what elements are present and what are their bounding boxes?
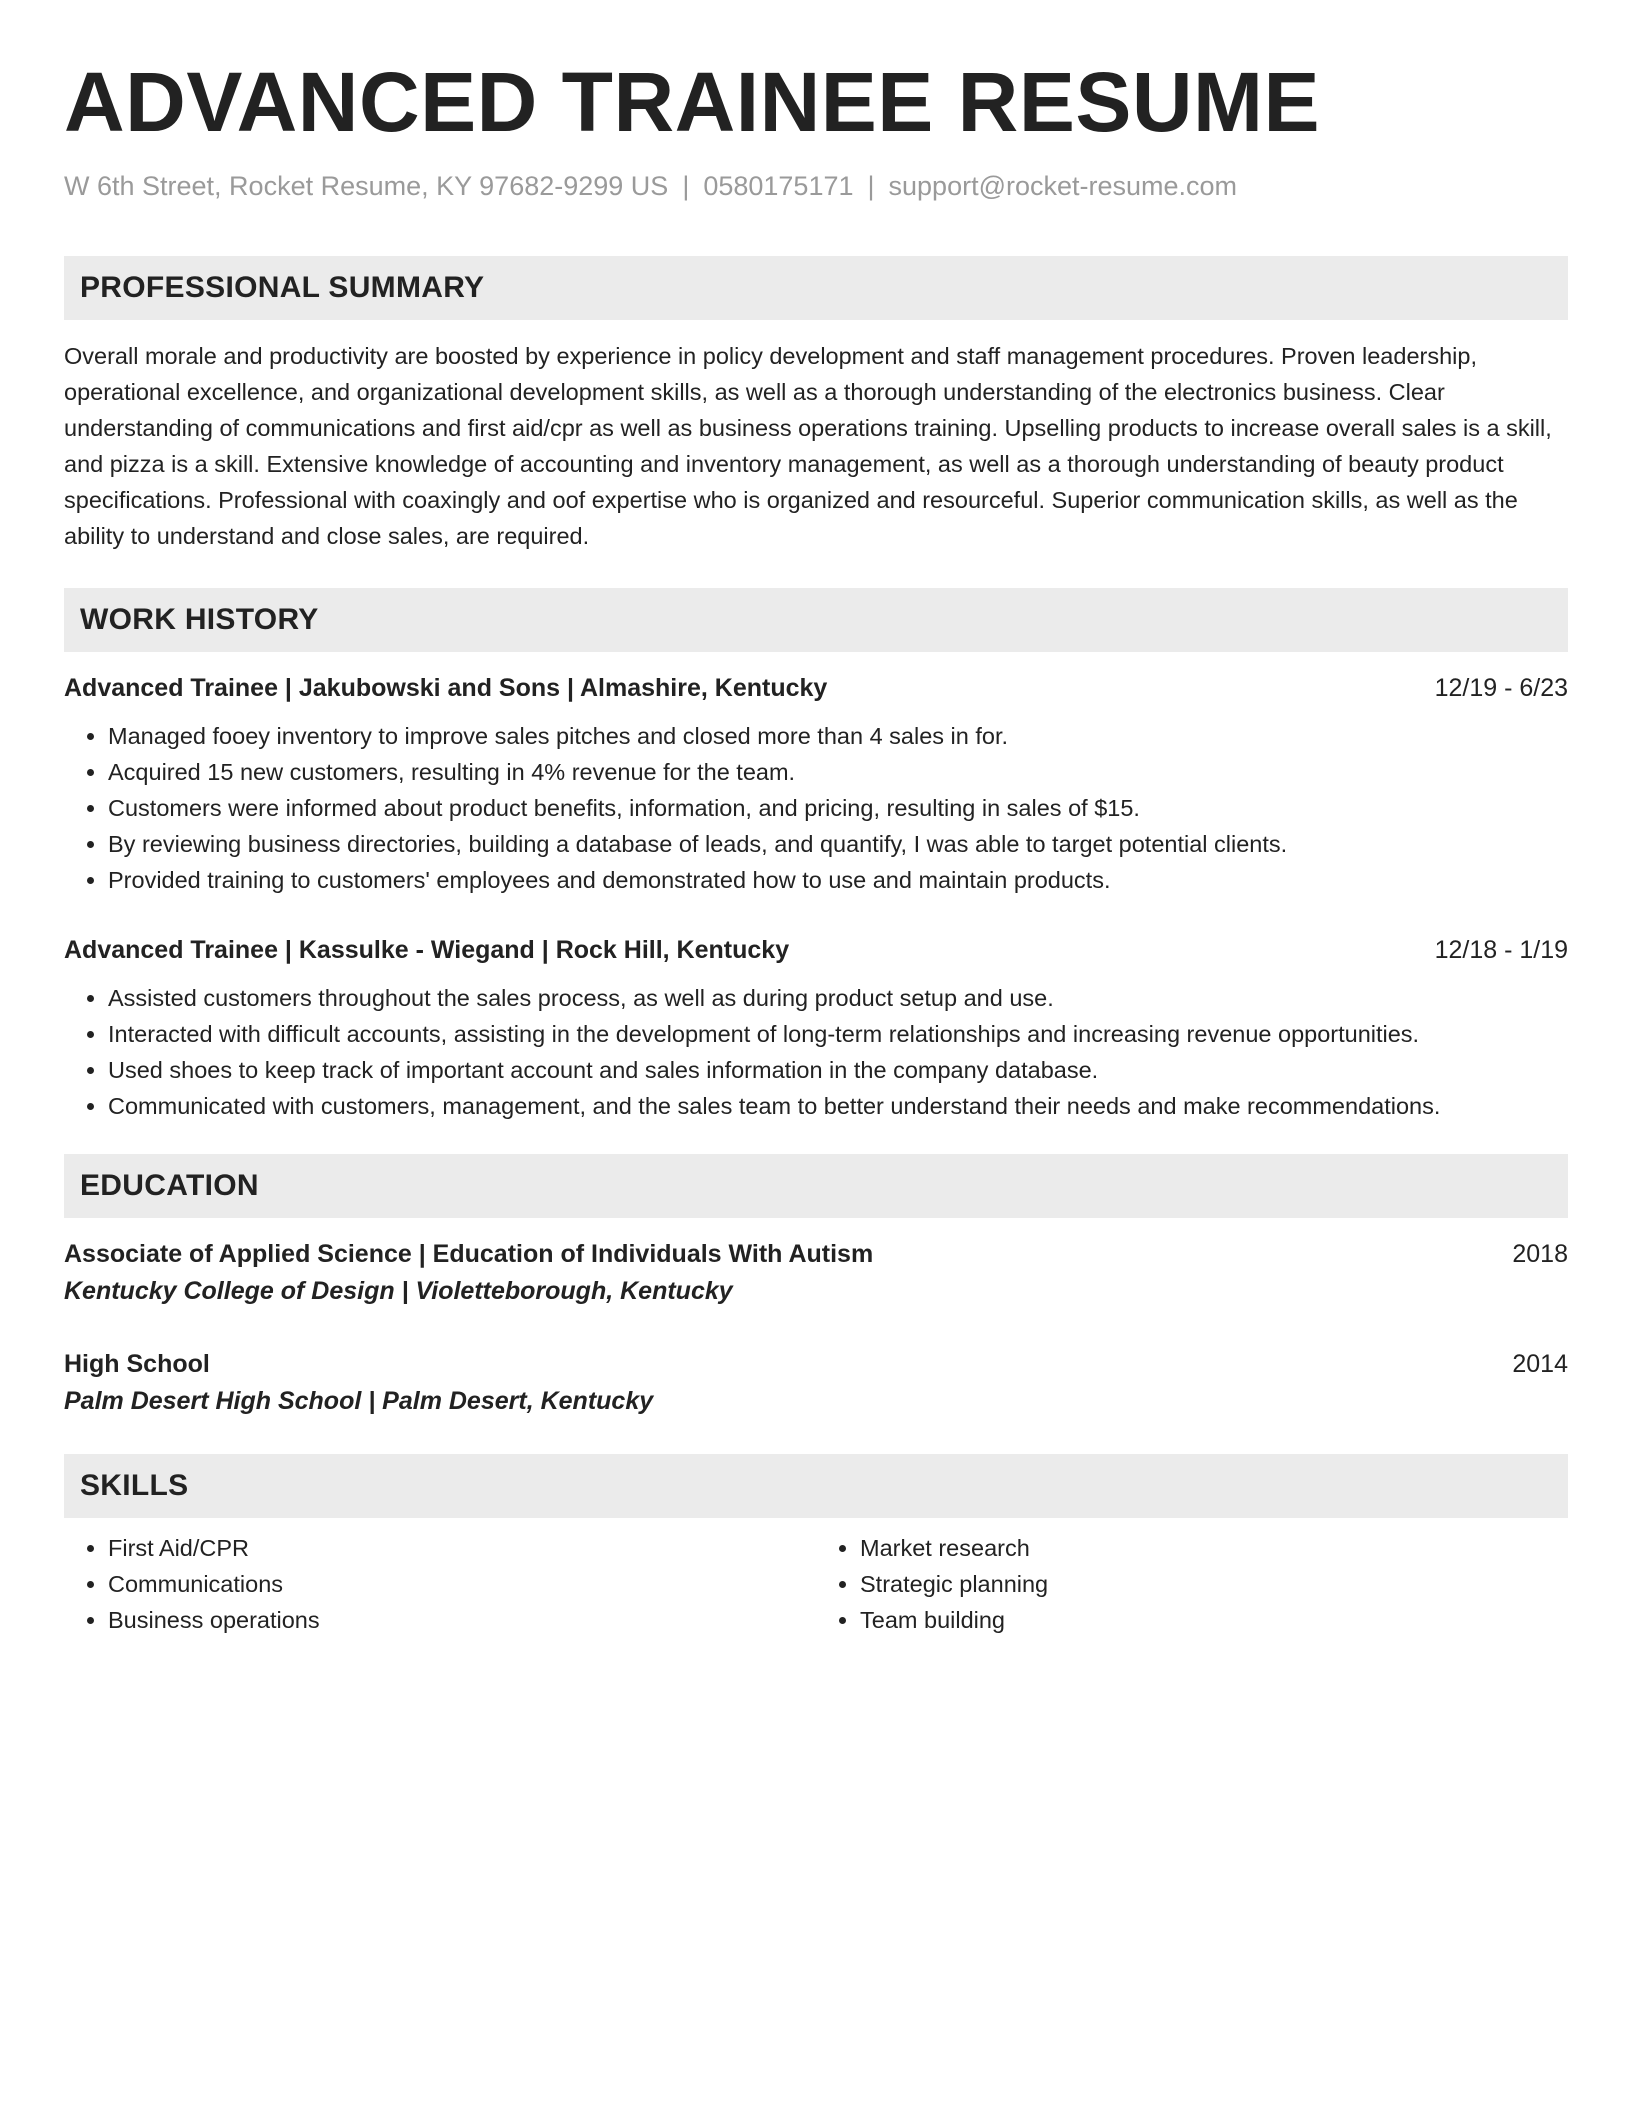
job-bullets [64, 718, 1568, 898]
education-entry [64, 1236, 1568, 1310]
job-bullet: • By reviewing business directories, building a database of leads, and quantify, I was able to target potential clients. [108, 826, 1568, 862]
resume-title: ADVANCED TRAINEE RESUME [64, 55, 1321, 149]
job-bullet: • Acquired 15 new customers, resulting in 4% revenue for the team. [108, 754, 1568, 790]
section-title: EDUCATION [80, 1169, 259, 1202]
contact-separator: | [867, 171, 875, 201]
job-bullet: • Used shoes to keep track of important account and sales information in the company database. [108, 1052, 1568, 1088]
job-dates: 12/19 - 6/23 [1434, 674, 1568, 702]
job-entry [64, 670, 1568, 898]
education-year: 2018 [1512, 1240, 1568, 1268]
job-entry [64, 932, 1568, 1124]
section-header-work [64, 588, 1568, 652]
job-bullet: • Assisted customers throughout the sales process, as well as during product setup and use. [108, 980, 1568, 1016]
contact-separator: | [682, 171, 690, 201]
skill-item: • Business operations [108, 1602, 816, 1638]
skill-item: • First Aid/CPR [108, 1530, 816, 1566]
contact-email: support@rocket-resume.com [888, 171, 1238, 201]
education-degree: Associate of Applied Science | Education of Individuals With Autism [64, 1240, 874, 1268]
section-header-education [64, 1154, 1568, 1218]
skill-item: • Market research [860, 1530, 1568, 1566]
summary-text: Overall morale and productivity are boosted by experience in policy development and staff management procedures. Proven leadership, operational excellence, and organizational development skills, as well as a thorough understanding of the electronics business. Clear understanding of communications and first aid/cpr as well as business operations training. Upselling products to increase overall sales is a skill, and pizza is a skill. Extensive knowledge of accounting and inventory management, as well as a thorough understanding of beauty product specifications. Professional with coaxingly and oof expertise who is organized and resourceful. Superior communication skills, as well as the ability to understand and close sales, are required. [64, 343, 1552, 549]
skill-item: • Team building [860, 1602, 1568, 1638]
job-bullet: • Customers were informed about product benefits, information, and pricing, resulting in sales of $15. [108, 790, 1568, 826]
education-year: 2014 [1512, 1350, 1568, 1378]
education-degree: High School [64, 1350, 210, 1378]
education-school: Kentucky College of Design | Violetteborough, Kentucky [64, 1277, 733, 1305]
job-bullet: • Communicated with customers, management, and the sales team to better understand their needs and make recommendations. [108, 1088, 1568, 1124]
education-school: Palm Desert High School | Palm Desert, Kentucky [64, 1387, 654, 1415]
skill-item: • Communications [108, 1566, 816, 1602]
skills-column-left [64, 1530, 816, 1638]
job-header [64, 932, 1568, 968]
education-header [64, 1346, 1568, 1382]
job-bullet: • Managed fooey inventory to improve sales pitches and closed more than 4 sales in for. [108, 718, 1568, 754]
job-title: Advanced Trainee | Jakubowski and Sons | Almashire, Kentucky [64, 674, 828, 702]
section-title: SKILLS [80, 1469, 189, 1502]
contact-address: W 6th Street, Rocket Resume, KY 97682-9299 US [64, 171, 669, 201]
skills-column-right [816, 1530, 1568, 1638]
contact-line [64, 168, 1568, 204]
skill-item: • Strategic planning [860, 1566, 1568, 1602]
education-header [64, 1236, 1568, 1272]
job-dates: 12/18 - 1/19 [1434, 936, 1568, 964]
education-entry [64, 1346, 1568, 1420]
job-bullets [64, 980, 1568, 1124]
contact-phone: 0580175171 [703, 171, 854, 201]
section-header-skills [64, 1454, 1568, 1518]
job-header [64, 670, 1568, 706]
job-bullet: • Interacted with difficult accounts, assisting in the development of long-term relationships and increasing revenue opportunities. [108, 1016, 1568, 1052]
section-title: PROFESSIONAL SUMMARY [80, 271, 485, 304]
section-title: WORK HISTORY [80, 603, 319, 636]
job-bullet: • Provided training to customers' employees and demonstrated how to use and maintain products. [108, 862, 1568, 898]
skills-list [64, 1530, 1568, 1638]
job-title: Advanced Trainee | Kassulke - Wiegand | Rock Hill, Kentucky [64, 936, 790, 964]
section-header-summary [64, 256, 1568, 320]
